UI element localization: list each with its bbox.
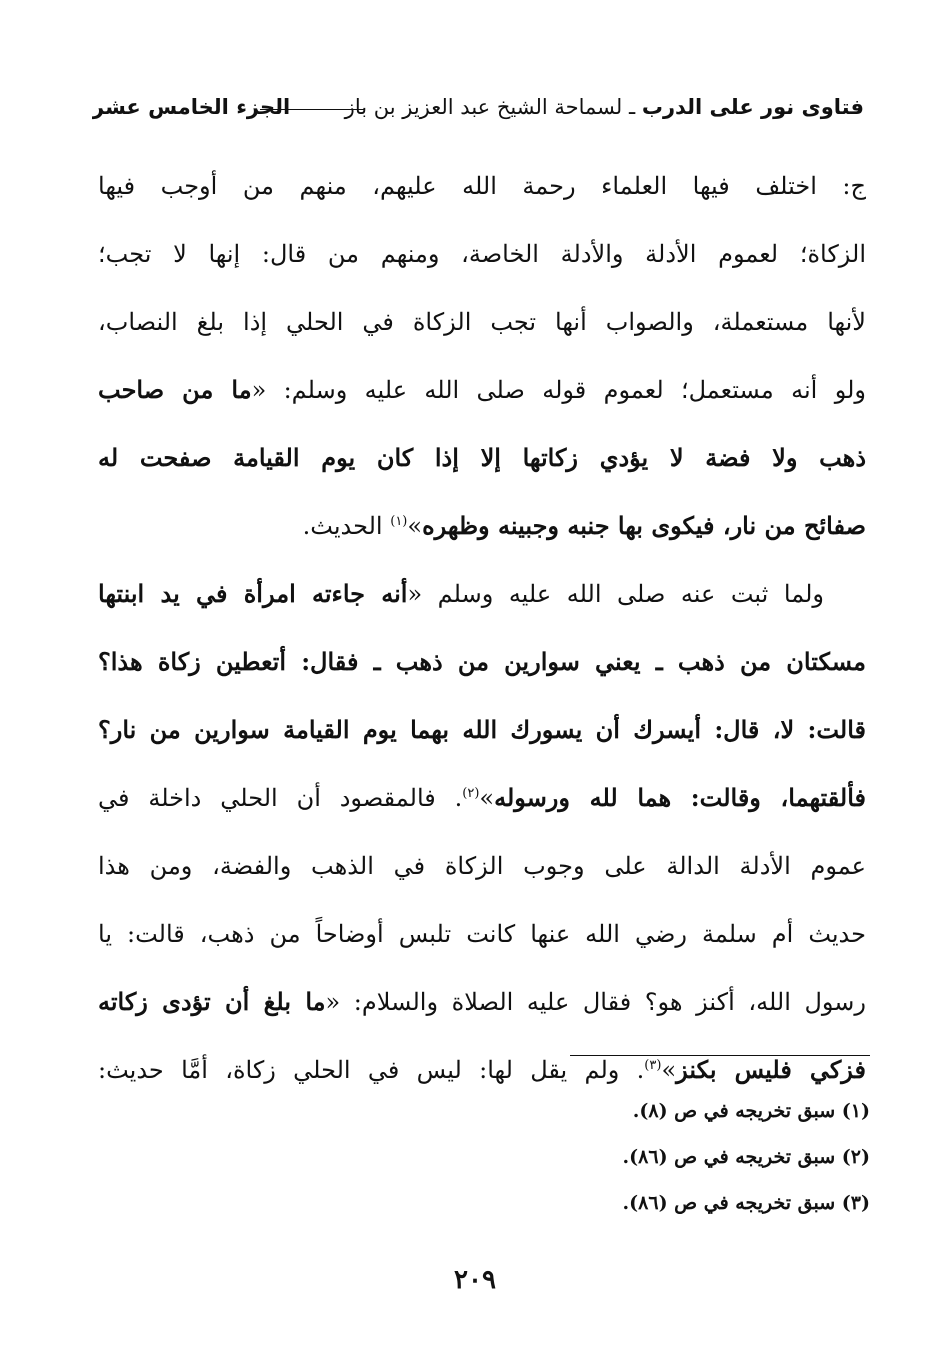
text-line	[98, 152, 866, 220]
text-line	[98, 220, 866, 288]
line-text: حديث أم سلمة رضي الله عنها كانت تلبس أوضاحاً من ذهب، قالت: يا	[98, 920, 866, 948]
header-series-title: فتاوى نور على الدرب	[641, 95, 864, 119]
footnote-marker: (٣)	[644, 1058, 662, 1073]
running-header	[92, 88, 864, 126]
hadith-quote: فزكي فليس بكنز	[676, 1055, 866, 1084]
header-author: لسماحة الشيخ عبد العزيز بن باز	[344, 95, 623, 119]
hadith-quote: فألقتهما، وقالت: هما لله ورسوله	[494, 783, 866, 812]
line-text: الحديث.	[302, 512, 391, 540]
line-text: . ولم يقل لها: ليس في الحلي زكاة، أمَّا حديث:	[98, 1056, 645, 1084]
footnote-item: (٣) سبق تخريجه في ص (٨٦).	[622, 1192, 870, 1214]
line-text: . فالمقصود أن الحلي داخلة في	[98, 784, 463, 812]
line-text: »	[407, 512, 423, 540]
text-line	[98, 764, 866, 832]
text-line	[98, 288, 866, 356]
footnote-item: (١) سبق تخريجه في ص (٨).	[632, 1100, 870, 1122]
line-text: لأنها مستعملة، والصواب أنها تجب الزكاة في الحلي إذا بلغ النصاب،	[98, 308, 866, 336]
hadith-quote: أنه جاءته امرأة في يد ابنتها	[98, 579, 408, 608]
main-text	[98, 152, 866, 1104]
footnote-marker: (١)	[390, 514, 408, 529]
footnotes	[300, 1088, 870, 1226]
hadith-quote: صفائح من نار، فيكوى بها جنبه وجبينه وظهره	[422, 511, 866, 540]
hadith-quote: قالت: لا، قال: أيسرك أن يسورك الله بهما يوم القيامة سوارين من نار؟	[98, 715, 866, 744]
text-line	[98, 424, 866, 492]
text-line	[98, 628, 866, 696]
hadith-quote: مسكتان من ذهب ـ يعني سوارين من ذهب ـ فقال: أتعطين زكاة هذا؟	[98, 647, 866, 676]
text-line	[98, 900, 866, 968]
hadith-quote: ذهب ولا فضة لا يؤدي زكاتها إلا إذا كان يوم القيامة صفحت له	[98, 443, 866, 472]
hadith-quote: ما بلغ أن تؤدى زكاته	[98, 987, 326, 1016]
text-line	[98, 492, 866, 560]
header-dash: ـ	[629, 95, 636, 119]
text-line	[98, 356, 866, 424]
footnote-separator	[570, 1055, 870, 1056]
line-text: »	[661, 1056, 677, 1084]
text-line	[98, 832, 866, 900]
line-text: »	[479, 784, 495, 812]
text-line	[98, 560, 866, 628]
footnote-item: (٢) سبق تخريجه في ص (٨٦).	[622, 1146, 870, 1168]
line-text: ولما ثبت عنه صلى الله عليه وسلم «	[407, 580, 824, 608]
line-text: ولو أنه مستعمل؛ لعموم قوله صلى الله عليه وسلم: «	[251, 376, 866, 404]
line-text: ج: اختلف فيها العلماء رحمة الله عليهم، منهم من أوجب فيها	[98, 172, 866, 200]
line-text: رسول الله، أكنز هو؟ فقال عليه الصلاة والسلام: «	[325, 988, 866, 1016]
page-number: ٢٠٩	[454, 1265, 496, 1295]
text-line	[98, 696, 866, 764]
footnote-marker: (٢)	[462, 786, 480, 801]
line-text: عموم الأدلة الدالة على وجوب الزكاة في الذهب والفضة، ومن هذا	[98, 852, 866, 880]
header-volume: الجزء الخامس عشر	[92, 95, 291, 119]
line-text: الزكاة؛ لعموم الأدلة والأدلة الخاصة، ومنهم من قال: إنها لا تجب؛	[98, 240, 866, 268]
text-line	[98, 968, 866, 1036]
hadith-quote: ما من صاحب	[98, 375, 252, 404]
